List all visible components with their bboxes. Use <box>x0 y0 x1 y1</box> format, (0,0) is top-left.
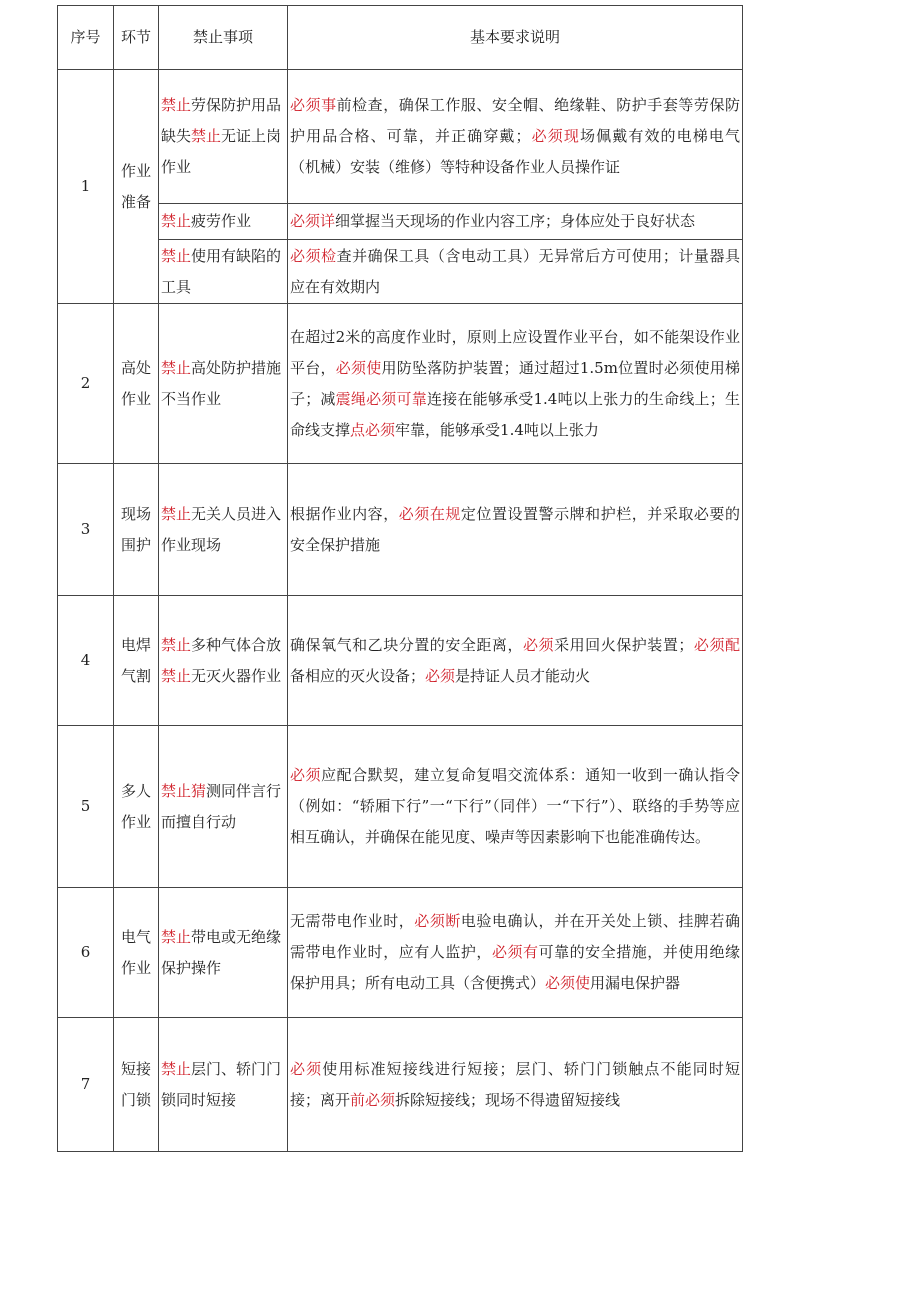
requirement-cell <box>288 726 743 888</box>
header-prohibited: 禁止事项 <box>159 6 288 70</box>
prohibited-cell <box>159 304 288 464</box>
header-seq: 序号 <box>58 6 114 70</box>
requirement-cell <box>288 240 743 304</box>
text-run: 应配合默契，建立复命复唱交流体系：通知一收到一确认指令（例如：“轿厢下行”一“下行”（同伴）一“下行”）、联络的手势等应相互确认，并确保在能见度、噪声等因素影响下也能准确传达。 <box>290 766 740 846</box>
prohibition-keyword: 点必须 <box>350 420 396 439</box>
text-run: 定位置设置警示牌和护栏，并采取必要的安全保护措施 <box>290 504 740 554</box>
text-run: 带电或无绝缘保护操作 <box>161 927 282 977</box>
prohibition-keyword: 必须 <box>523 635 555 654</box>
prohibited-cell <box>159 204 288 240</box>
text-run: 无需带电作业时， <box>290 912 415 930</box>
prohibition-keyword: 禁止 <box>161 504 192 523</box>
header-stage: 环节 <box>114 6 159 70</box>
text-run: 备相应的灭火设备； <box>290 666 426 685</box>
prohibition-keyword: 必须 <box>425 666 456 685</box>
table-row <box>58 70 743 204</box>
text-run: 电验电确认，并在开关处上锁、挂脾若确需带电作业时，应有人监护， <box>290 912 740 961</box>
requirement-cell <box>288 304 743 464</box>
prohibition-keyword: 必须事 <box>290 96 337 114</box>
stage-cell: 短接门锁 <box>114 1018 159 1152</box>
prohibition-keyword: 必须有 <box>491 943 539 961</box>
text-run: 使用有缺陷的工具 <box>161 246 282 296</box>
text-run: 前检查，确保工作服、安全帽、绝缘鞋、防护手套等劳保防护用品合格、可靠，并正确穿戴； <box>290 96 740 145</box>
prohibition-keyword: 禁止 <box>161 246 192 265</box>
prohibition-keyword: 禁止猜 <box>161 781 207 800</box>
text-run: 是持证人员才能动火 <box>455 666 591 685</box>
header-row <box>58 6 743 70</box>
header-requirement: 基本要求说明 <box>288 6 743 70</box>
row-number: 7 <box>58 1018 114 1152</box>
table-row <box>58 1018 743 1152</box>
text-run: 层门、轿门门锁同时短接 <box>161 1059 282 1109</box>
text-run: 无灭火器作业 <box>191 666 282 685</box>
row-number: 3 <box>58 464 114 596</box>
table-row <box>58 596 743 726</box>
requirement-cell <box>288 464 743 596</box>
prohibited-cell <box>159 464 288 596</box>
text-run: 查并确保工具（含电动工具）无异常后方可使用；计量器具应在有效期内 <box>290 246 740 296</box>
text-run: 无关人员进入作业现场 <box>161 504 282 554</box>
text-run: 测同伴言行而擅自行动 <box>161 781 282 831</box>
table-row <box>58 304 743 464</box>
text-run: 场佩戴有效的电梯电气（机械）安装（维修）等特种设备作业人员操作证 <box>290 127 740 176</box>
prohibition-keyword: 必须配 <box>693 635 740 654</box>
stage-cell: 多人作业 <box>114 726 159 888</box>
table-row <box>58 464 743 596</box>
row-number: 6 <box>58 888 114 1018</box>
row-number: 4 <box>58 596 114 726</box>
table-body <box>58 70 743 1152</box>
table-row <box>58 240 743 304</box>
requirement-cell <box>288 70 743 204</box>
prohibited-cell <box>159 596 288 726</box>
text-run: 根据作业内容， <box>290 504 399 523</box>
prohibited-cell <box>159 240 288 304</box>
prohibition-keyword: 必须使 <box>545 974 591 992</box>
requirement-cell <box>288 1018 743 1152</box>
text-run: 确保氧气和乙块分置的安全距离， <box>290 635 524 654</box>
prohibition-keyword: 禁止 <box>161 1059 192 1078</box>
row-number: 5 <box>58 726 114 888</box>
prohibition-keyword: 禁止 <box>161 666 192 685</box>
stage-cell: 电焊气割 <box>114 596 159 726</box>
text-run: 在超过2米的高度作业时，原则上应设置作业平台，如不能架设作业平台， <box>290 327 740 377</box>
prohibited-cell <box>159 726 288 888</box>
text-run: 无证上岗作业 <box>161 127 282 176</box>
prohibition-keyword: 必须使 <box>335 358 382 377</box>
stage-cell: 作业准备 <box>114 70 159 304</box>
prohibition-keyword: 必须现 <box>530 127 580 145</box>
text-run: 细掌握当天现场的作业内容工序；身体应处于良好状态 <box>335 212 696 230</box>
prohibition-keyword: 必须在规 <box>398 504 461 523</box>
prohibition-keyword: 必须断 <box>414 912 461 930</box>
table-row <box>58 726 743 888</box>
text-run: 使用标准短接线进行短接；层门、轿门门锁触点不能同时短接；离开 <box>290 1059 740 1109</box>
stage-cell: 高处作业 <box>114 304 159 464</box>
prohibition-keyword: 必须详 <box>290 212 336 230</box>
prohibition-keyword: 必须 <box>290 766 322 784</box>
prohibition-keyword: 禁止 <box>161 635 192 654</box>
text-run: 采用回火保护装置； <box>554 635 694 654</box>
prohibition-keyword: 必须 <box>290 1059 323 1078</box>
row-number: 2 <box>58 304 114 464</box>
prohibited-cell <box>159 888 288 1018</box>
text-run: 用漏电保护器 <box>590 974 681 992</box>
prohibition-keyword: 禁止 <box>161 96 192 114</box>
requirement-cell <box>288 888 743 1018</box>
prohibited-cell <box>159 70 288 204</box>
text-run: 高处防护措施不当作业 <box>161 358 282 408</box>
stage-cell: 电气作业 <box>114 888 159 1018</box>
text-run: 多种气体合放 <box>191 635 282 654</box>
text-run: 可靠的安全措施，并使用绝缘保护用具；所有电动工具（含便携式） <box>290 943 740 992</box>
prohibition-keyword: 震绳必须可靠 <box>335 389 427 408</box>
prohibition-keyword: 前必须 <box>350 1090 396 1109</box>
text-run: 连接在能够承受1.4吨以上张力的生命线上；生命线支撑 <box>290 389 740 439</box>
prohibition-keyword: 禁止 <box>161 927 192 946</box>
prohibited-cell <box>159 1018 288 1152</box>
table-row <box>58 204 743 240</box>
text-run: 劳保防护用品缺失 <box>161 96 282 145</box>
prohibition-keyword: 禁止 <box>161 358 192 377</box>
stage-cell: 现场围护 <box>114 464 159 596</box>
text-run: 疲劳作业 <box>191 212 252 230</box>
text-run: 用防坠落防护装置；通过超过1.5m位置时必须使用梯子；减 <box>290 358 740 408</box>
row-number: 1 <box>58 70 114 304</box>
requirement-cell <box>288 596 743 726</box>
prohibition-keyword: 禁止 <box>191 127 222 145</box>
prohibition-keyword: 必须检 <box>290 246 337 265</box>
requirement-cell <box>288 204 743 240</box>
prohibition-keyword: 禁止 <box>161 212 192 230</box>
safety-rules-table <box>57 5 743 1152</box>
text-run: 拆除短接线；现场不得遗留短接线 <box>395 1090 621 1109</box>
text-run: 牢靠，能够承受1.4吨以上张力 <box>395 420 599 439</box>
table-row <box>58 888 743 1018</box>
